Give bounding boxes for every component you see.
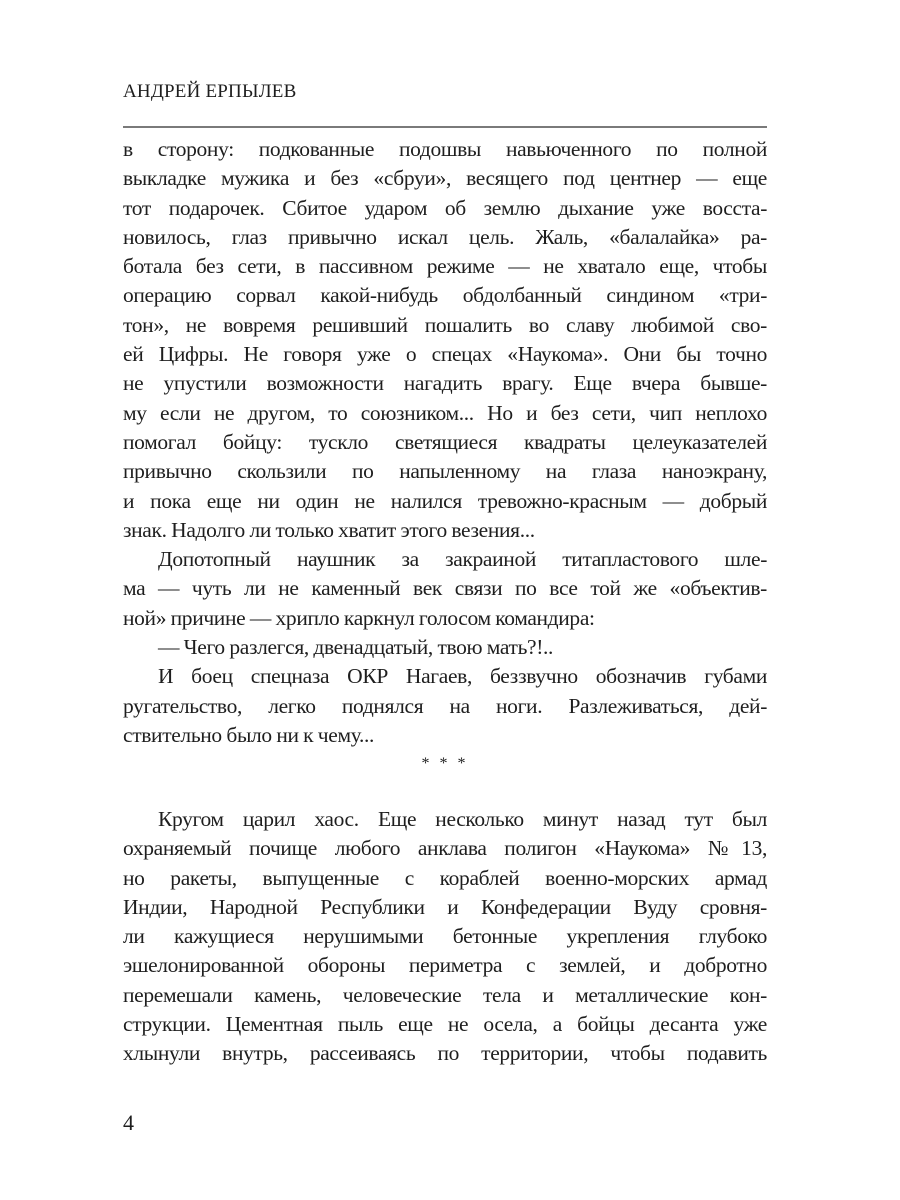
text-line: И боец спецназа ОКР Нагаев, беззвучно обозначив губами [158,664,767,689]
text-line: выкладке мужика и без «сбруи», весящего под центнер — еще [123,166,767,191]
text-line: в сторону: подкованные подошвы навьюченного по полной [123,137,767,161]
text-line: Кругом царил хаос. Еще несколько минут назад тут был [158,807,767,831]
text-line: Допотопный наушник за закраиной титапластового шле- [158,547,767,572]
text-block-before-break [123,135,767,750]
text-line: ма — чуть ли не каменный век связи по все той же «объектив- [123,576,767,601]
paragraph [123,662,767,750]
paragraph [123,633,767,662]
text-line: привычно скользили по напыленному на глаза наноэкрану, [123,459,767,484]
text-line: му если не другом, то союзником... Но и без сети, чип неплохо [123,400,767,425]
text-line: — Чего разлегся, двенадцатый, твою мать?!.. [158,635,554,660]
page-number: 4 [123,1110,134,1135]
text-line: и пока еще ни один не налился тревожно-красным — добрый [123,488,767,513]
text-line: хлынули внутрь, рассеиваясь по территории, чтобы подавить [123,1041,767,1066]
paragraph [123,805,767,1069]
text-line: операцию сорвал какой-нибудь обдолбанный синдином «три- [123,283,767,308]
text-line: Индии, Народной Республики и Конфедерации Вуду сровня- [123,894,767,919]
text-line: ной» причине — хрипло каркнул голосом командира: [123,605,595,630]
text-line: эшелонированной обороны периметра с землей, и добротно [123,953,767,978]
text-line: ботала без сети, в пассивном режиме — не хватало еще, чтобы [123,254,767,279]
paragraph [123,135,767,545]
text-block-after-break [123,805,767,1069]
running-head-author: АНДРЕЙ ЕРПЫЛЕВ [123,81,297,102]
paragraph [123,545,767,633]
text-line: перемешали камень, человеческие тела и металлические кон- [123,982,767,1007]
text-line: ствительно было ни к чему... [123,722,375,747]
text-line: знак. Надолго ли только хватит этого везения... [123,517,535,542]
text-line: тот подарочек. Сбитое ударом об землю дыхание уже восста- [123,195,767,220]
text-line: ругательство, легко поднялся на ноги. Разлеживаться, дей- [123,693,767,718]
text-line: тон», не вовремя решивший пошалить во славу любимой сво- [123,312,767,337]
text-line: помогал бойцу: тускло светящиеся квадраты целеуказателей [123,429,767,454]
text-line: не упустили возможности нагадить врагу. Еще вчера бывше- [123,371,767,396]
text-line: ей Цифры. Не говоря уже о спецах «Наукома». Они бы точно [123,342,767,367]
text-line: ли кажущиеся нерушимыми бетонные укрепления глубоко [123,924,767,949]
text-line: охраняемый почище любого анклава полигон «Наукома» №13, [123,836,767,861]
text-line: но ракеты, выпущенные с кораблей военно-морских армад [123,865,767,890]
text-line: струкции. Цементная пыль еще не осела, а бойцы десанта уже [123,1012,767,1037]
section-break: * * * [421,755,469,772]
header-rule [123,126,767,128]
text-line: новилось, глаз привычно искал цель. Жаль, «балалайка» ра- [123,224,767,249]
